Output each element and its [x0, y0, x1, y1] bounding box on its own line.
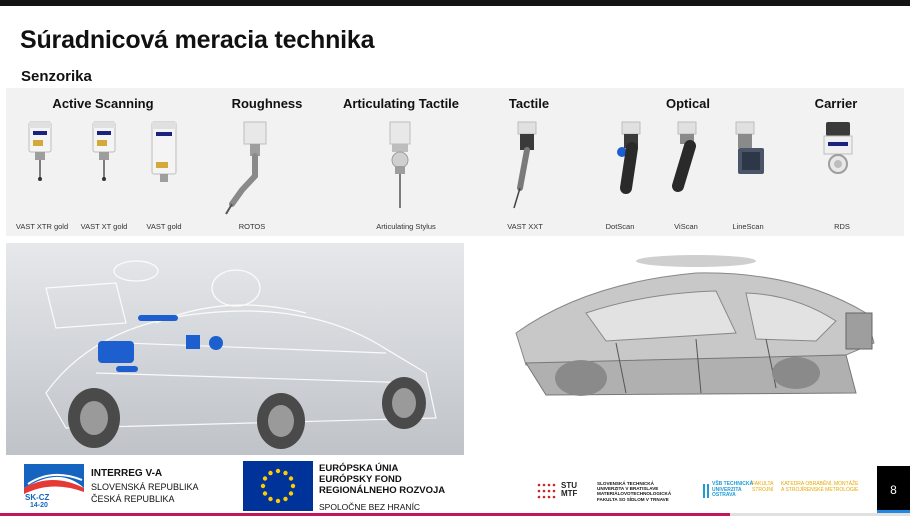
category-articulating-tactile: Articulating Tactile	[342, 96, 460, 111]
interreg-country-cz: ČESKÁ REPUBLIKA	[91, 494, 175, 504]
articulating-probe-icon	[383, 118, 417, 214]
stu-code-1: STU	[561, 481, 577, 490]
stu-line-4: FAKULTA SO SÍDLOM V TRNAVE	[597, 496, 669, 502]
slide-title: Súradnicová meracia technika	[20, 26, 375, 54]
roughness-arm-icon	[222, 118, 282, 218]
optical-sensor-icon	[610, 118, 650, 198]
probe-head-icon	[25, 118, 55, 184]
category-active-scanning: Active Scanning	[52, 96, 154, 111]
eu-line-1: EURÓPSKA ÚNIA	[319, 463, 399, 474]
sensor-rds	[818, 118, 858, 189]
probe-head-icon	[149, 118, 179, 188]
vsb-dep-2: A STROJÍRENSKÉ METROLOGIE	[781, 486, 859, 493]
interreg-badge: SK-CZ	[25, 493, 50, 502]
sensor-label: LineScan	[732, 222, 764, 231]
eu-line-2: EURÓPSKY FOND	[319, 474, 402, 485]
sensor-articulating-stylus	[383, 118, 417, 219]
stu-code-2: MTF	[561, 489, 578, 498]
stu-line-1: SLOVENSKÁ TECHNICKÁ	[597, 481, 654, 486]
sensor-label: VAST XTR gold	[15, 222, 69, 231]
sensor-label: ROTOS	[238, 222, 266, 231]
stu-line-2: UNIVERZITA V BRATISLAVE	[597, 486, 659, 492]
sensor-label: ViScan	[674, 222, 698, 231]
sensor-label: DotScan	[605, 222, 635, 231]
stu-line-3: MATERIÁLOVOTECHNOLOGICKÁ	[597, 491, 672, 497]
sensor-label: Articulating Stylus	[376, 222, 436, 231]
sensor-label: RDS	[834, 222, 850, 231]
optical-sensor-icon	[728, 118, 768, 184]
interreg-country-sk: SLOVENSKÁ REPUBLIKA	[91, 482, 199, 492]
category-carrier: Carrier	[814, 96, 858, 111]
car-body-photo	[466, 243, 904, 455]
sensor-vast-xt-gold	[89, 118, 119, 189]
interreg-period: 14-20	[30, 502, 48, 509]
slide-subtitle: Senzorika	[21, 68, 92, 85]
vsb-name	[712, 482, 753, 499]
vsb-line-1: VŠB TECHNICKÁ	[712, 481, 754, 487]
eu-line-3: REGIONÁLNEHO ROZVOJA	[319, 485, 446, 496]
category-tactile: Tactile	[508, 96, 550, 111]
probe-head-icon	[89, 118, 119, 184]
sensor-viscan	[666, 118, 706, 203]
category-roughness: Roughness	[231, 96, 303, 111]
sensor-dotscan	[610, 118, 650, 203]
bottom-accent-line	[0, 513, 730, 516]
optical-sensor-icon	[666, 118, 706, 198]
eu-motto: SPOLOČNE BEZ HRANÍC	[319, 502, 421, 512]
bottom-line-gray	[730, 513, 910, 516]
page-number: 8	[877, 466, 910, 514]
sensor-label: VAST XXT	[507, 222, 543, 231]
sensor-rotos	[222, 118, 282, 223]
vsb-dep-1: KATEDRA OBRÁBĚNÍ, MONTÁŽE	[781, 481, 859, 487]
sensor-linescan	[728, 118, 768, 189]
vsb-fac-2: STROJNÍ	[752, 486, 774, 493]
vsb-line-3: OSTRAVA	[712, 492, 736, 499]
carrier-icon	[818, 118, 858, 184]
vsb-logo-icon	[703, 484, 710, 498]
vsb-faculty	[752, 482, 774, 493]
sensor-vast-gold	[149, 118, 179, 193]
vsb-line-2: UNIVERZITA	[712, 486, 742, 493]
sensor-vast-xxt	[506, 118, 546, 219]
interreg-logo	[22, 462, 86, 510]
vsb-department	[781, 482, 859, 493]
car-xray-photo	[6, 243, 464, 455]
vsb-fac-1: FAKULTA	[752, 481, 774, 487]
stu-text	[597, 481, 671, 502]
category-optical: Optical	[665, 96, 711, 111]
sensor-vast-xtr-gold	[25, 118, 55, 189]
stu-logo	[537, 483, 559, 499]
sensor-label: VAST XT gold	[80, 222, 128, 231]
tactile-probe-icon	[506, 118, 546, 214]
interreg-name: INTERREG V-A	[91, 468, 163, 479]
stu-code	[561, 482, 577, 498]
sensor-label: VAST gold	[146, 222, 182, 231]
eu-flag-icon	[243, 461, 313, 511]
